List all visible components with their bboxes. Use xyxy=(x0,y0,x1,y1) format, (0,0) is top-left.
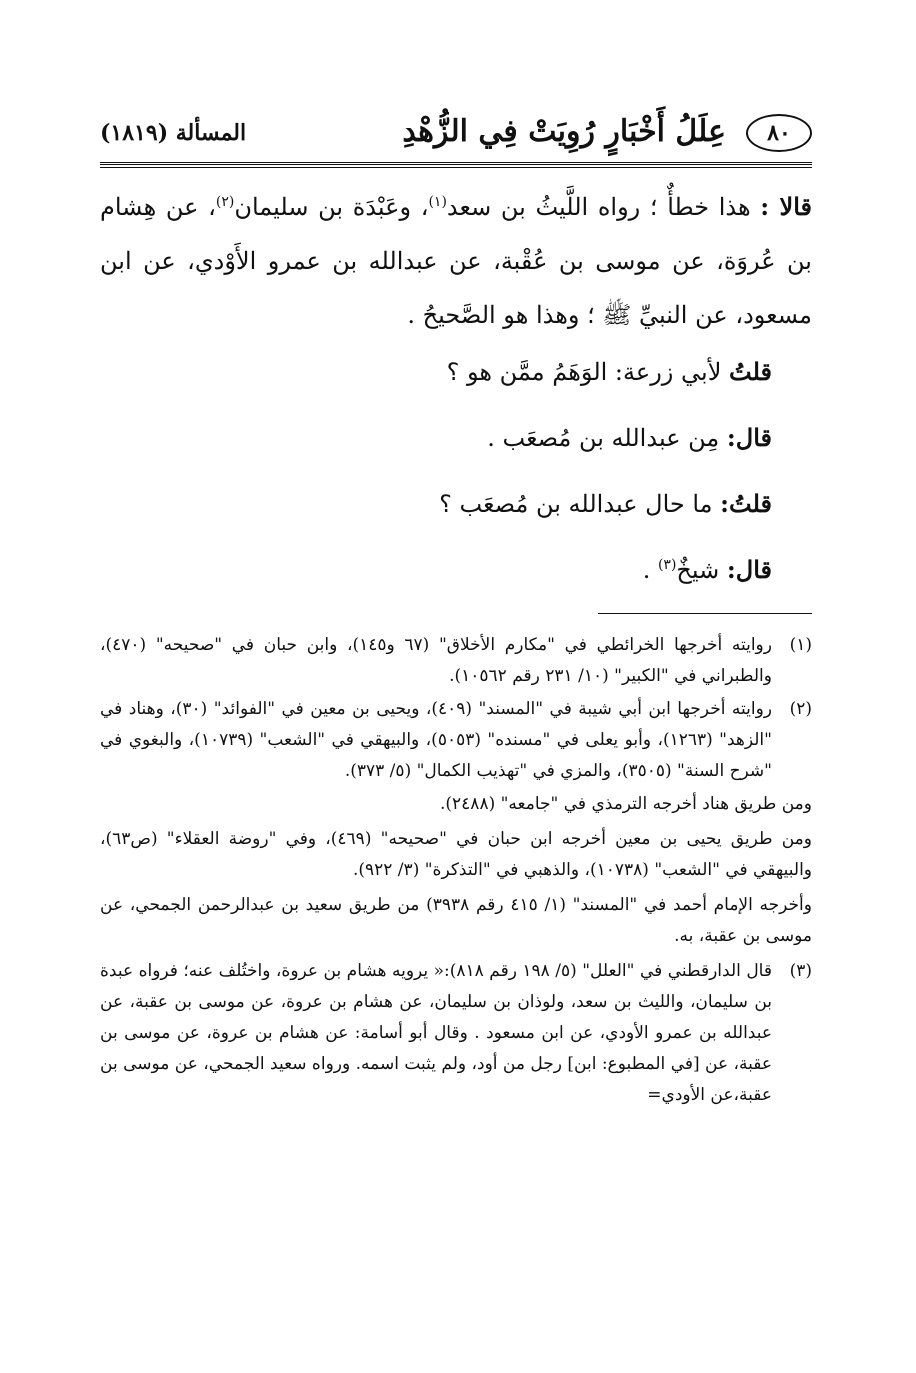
footnote-number: (٢) xyxy=(789,699,812,719)
header-divider xyxy=(100,162,812,168)
footnotes-section xyxy=(100,630,812,1113)
footnote-text: روايته أخرجها ابن أبي شيبة في "المسند" (٤٠٩)، ويحيى بن معين في "الفوائد" (٣٠)، وهناد في "الزهد" (١٢٦٣)، وأبو يعلى في "مسنده" (٥٠٥٣)، والبيهقي في "الشعب" (١٠٧٣٩)، والبغوي في "شرح السنة" (٣٥٠٥)، والمزي في "تهذيب الكمال" (٥/ ٣٧٣). xyxy=(100,699,772,781)
speaker-label: قلتُ xyxy=(729,357,772,386)
dialogue-text: شيخٌ xyxy=(676,556,727,584)
main-text xyxy=(100,180,812,616)
footnote-1 xyxy=(100,630,812,692)
dialogue-text: ما حال عبدالله بن مُصعَب ؟ xyxy=(439,490,721,518)
dialogue-line xyxy=(100,484,812,550)
paragraph-text: ، وعَبْدَة بن سليمان xyxy=(234,193,429,221)
speaker-label: قلتُ: xyxy=(720,489,772,518)
speaker-label: قال: xyxy=(726,423,772,452)
dialogue-text: مِن عبدالله بن مُصعَب . xyxy=(487,424,727,452)
footnote-2 xyxy=(100,694,812,787)
footnote-text: قال الدارقطني في "العلل" (٥/ ١٩٨ رقم ٨١٨):« يرويه هشام بن عروة، واختُلف عنه؛ فرواه عبدة بن سليمان، والليث بن سعد، ولوذان بن سليمان، عن هشام بن عروة، عن موسى بن عقبة، عن عبدالله بن عمرو الأودي، عن ابن مسعود . وقال أبو أسامة: عن هشام بن عروة، عن موسى بن عقبة، عن [في المطبوع: ابن] رجل من أود، ولم يثبت اسمه. ورواه سعيد الجمحي، عن موسى بن عقبة،عن الأودي= xyxy=(100,961,772,1105)
paragraph-text: هذا خطأٌ ؛ رواه اللَّيثُ بن سعد xyxy=(446,193,761,221)
footnote-divider xyxy=(598,613,812,614)
footnote-2-continuation: وأخرجه الإمام أحمد في "المسند" (١/ ٤١٥ رقم ٣٩٣٨) من طريق سعيد بن عبدالرحمن الجمحي، عن موسى بن عقبة، به. xyxy=(100,895,812,946)
dialogue-line xyxy=(100,550,812,616)
speaker-label: قالا : xyxy=(760,192,812,221)
paragraph-text: ، عن هِشام بن عُروَة، عن موسى بن عُقْبة، عن عبدالله بن عمرو الأَوْدي، عن ابن مسعود، عن النبيِّ ﷺ ؛ وهذا هو الصَّحيحُ . xyxy=(100,193,812,329)
footnote-number: (١) xyxy=(789,635,812,655)
dialogue-text: لأبي زرعة: الوَهَمُ ممَّن هو ؟ xyxy=(446,358,730,386)
book-title: عِلَلُ أَخْبَارٍ رُوِيَتْ فِي الزُّهْدِ xyxy=(402,114,726,149)
footnote-text: روايته أخرجها الخرائطي في "مكارم الأخلاق" (٦٧ و١٤٥)، وابن حبان في "صحيحه" (٤٧٠)، والطبراني في "الكبير" (١٠/ ٢٣١ رقم ١٠٥٦٢). xyxy=(100,635,772,686)
speaker-label: قال: xyxy=(726,555,772,584)
opening-paragraph xyxy=(100,180,812,342)
footnote-2-continuation: ومن طريق يحيى بن معين أخرجه ابن حبان في "صحيحه" (٤٦٩)، وفي "روضة العقلاء" (ص٦٣)، والبيهقي في "الشعب" (١٠٧٣٨)، والذهبي في "التذكرة" (٣/ ٩٢٢). xyxy=(100,829,813,880)
issue-number-label: المسألة (١٨١٩) xyxy=(100,120,247,146)
footnote-ref[interactable]: (١) xyxy=(428,194,447,210)
footnote-2-continuation: ومن طريق هناد أخرجه الترمذي في "جامعه" (٢٤٨٨). xyxy=(440,794,812,814)
page-number: ٨٠ xyxy=(746,114,812,152)
footnote-number: (٣) xyxy=(789,961,812,981)
footnote-3 xyxy=(100,956,812,1111)
dialogue-line xyxy=(100,418,812,484)
dialogue-line xyxy=(100,352,812,418)
footnote-ref[interactable]: (٣) xyxy=(657,557,677,573)
page-header xyxy=(100,112,812,156)
dialogue-text: . xyxy=(642,556,658,584)
footnote-ref[interactable]: (٢) xyxy=(215,194,235,210)
